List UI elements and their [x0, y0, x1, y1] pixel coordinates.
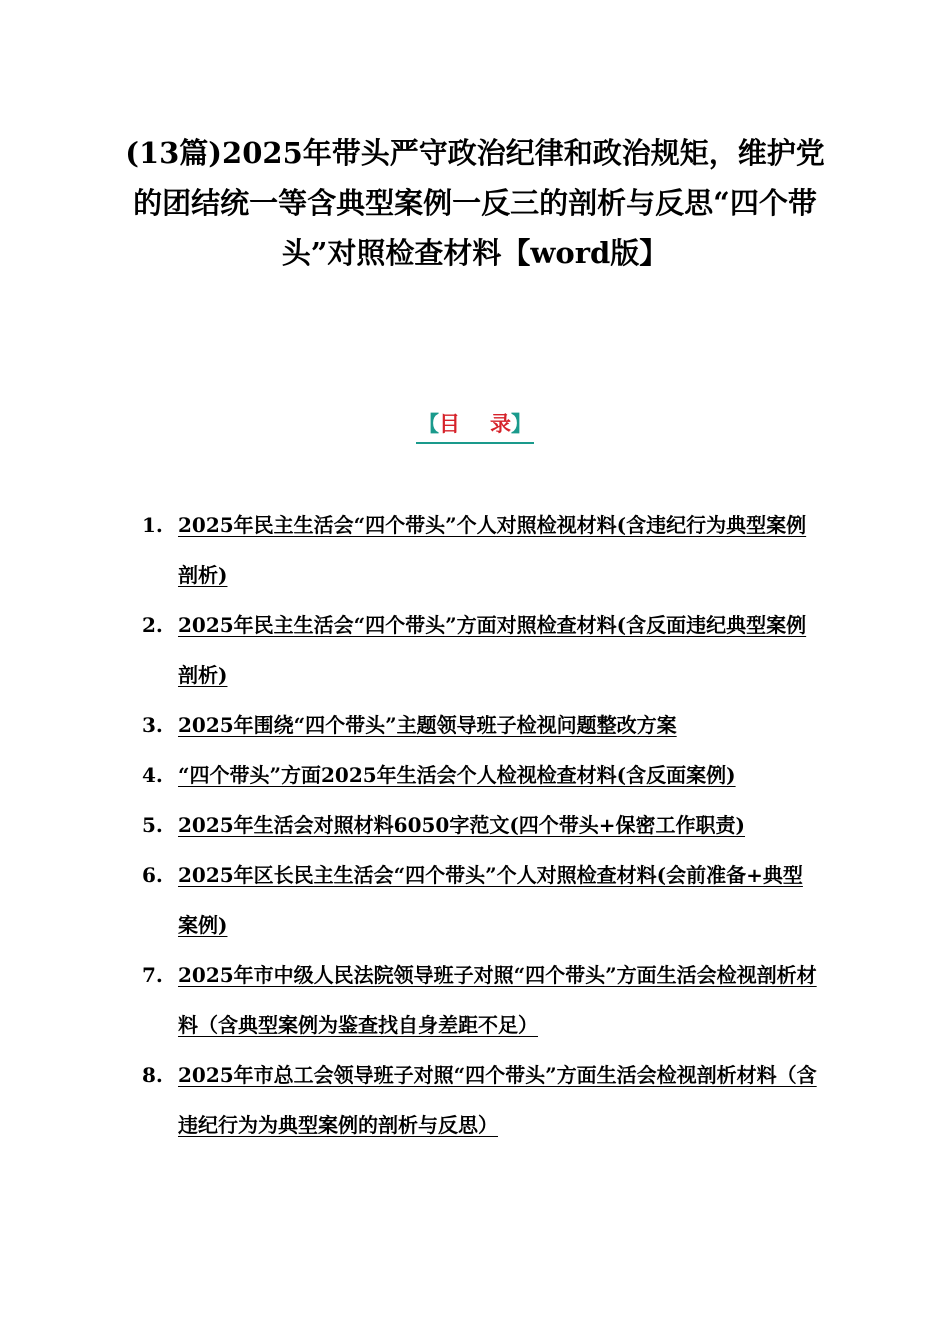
toc-item-number: 4.: [142, 763, 163, 787]
toc-heading-char-2: 录: [490, 411, 511, 436]
toc-item-link[interactable]: 2025年围绕“四个带头”主题领导班子检视问题整改方案: [178, 713, 677, 737]
toc-item-link[interactable]: 2025年区长民主生活会“四个带头”个人对照检查材料(会前准备+典型案例): [178, 863, 803, 937]
toc-item: [142, 800, 822, 850]
toc-open-bracket: 【: [418, 411, 439, 436]
toc-item-link[interactable]: “四个带头”方面2025年生活会个人检视检查材料(含反面案例): [178, 763, 736, 787]
toc-item-number: 1.: [142, 513, 163, 537]
toc-list: [142, 500, 822, 1150]
toc-item: [142, 850, 822, 950]
toc-item-number: 3.: [142, 713, 163, 737]
toc-item-link[interactable]: 2025年民主生活会“四个带头”个人对照检视材料(含违纪行为典型案例剖析): [178, 513, 807, 587]
toc-item-number: 7.: [142, 963, 163, 987]
toc-item: [142, 950, 822, 1050]
toc-heading: [0, 406, 950, 444]
toc-heading-char-1: 目: [439, 411, 460, 436]
toc-item-link[interactable]: 2025年市总工会领导班子对照“四个带头”方面生活会检视剖析材料（含违纪行为为典型案例的剖析与反思）: [178, 1063, 817, 1137]
toc-item: [142, 600, 822, 700]
toc-item-number: 6.: [142, 863, 163, 887]
toc-item: [142, 500, 822, 600]
toc-item-number: 5.: [142, 813, 163, 837]
toc-item: [142, 1050, 822, 1150]
toc-item: [142, 750, 822, 800]
toc-item-link[interactable]: 2025年市中级人民法院领导班子对照“四个带头”方面生活会检视剖析材料（含典型案例为鉴查找自身差距不足）: [178, 963, 817, 1037]
toc-item: [142, 700, 822, 750]
toc-item-number: 8.: [142, 1063, 163, 1087]
toc-close-bracket: 】: [511, 411, 532, 436]
toc-item-link[interactable]: 2025年民主生活会“四个带头”方面对照检查材料(含反面违纪典型案例剖析): [178, 613, 807, 687]
toc-item-number: 2.: [142, 613, 163, 637]
document-title: (13篇)2025年带头严守政治纪律和政治规矩，维护党的团结统一等含典型案例一反三的剖析与反思“四个带头”对照检查材料【word版】: [125, 136, 825, 270]
toc-item-link[interactable]: 2025年生活会对照材料6050字范文(四个带头+保密工作职责): [178, 813, 746, 837]
toc-heading-underline: [416, 406, 534, 444]
